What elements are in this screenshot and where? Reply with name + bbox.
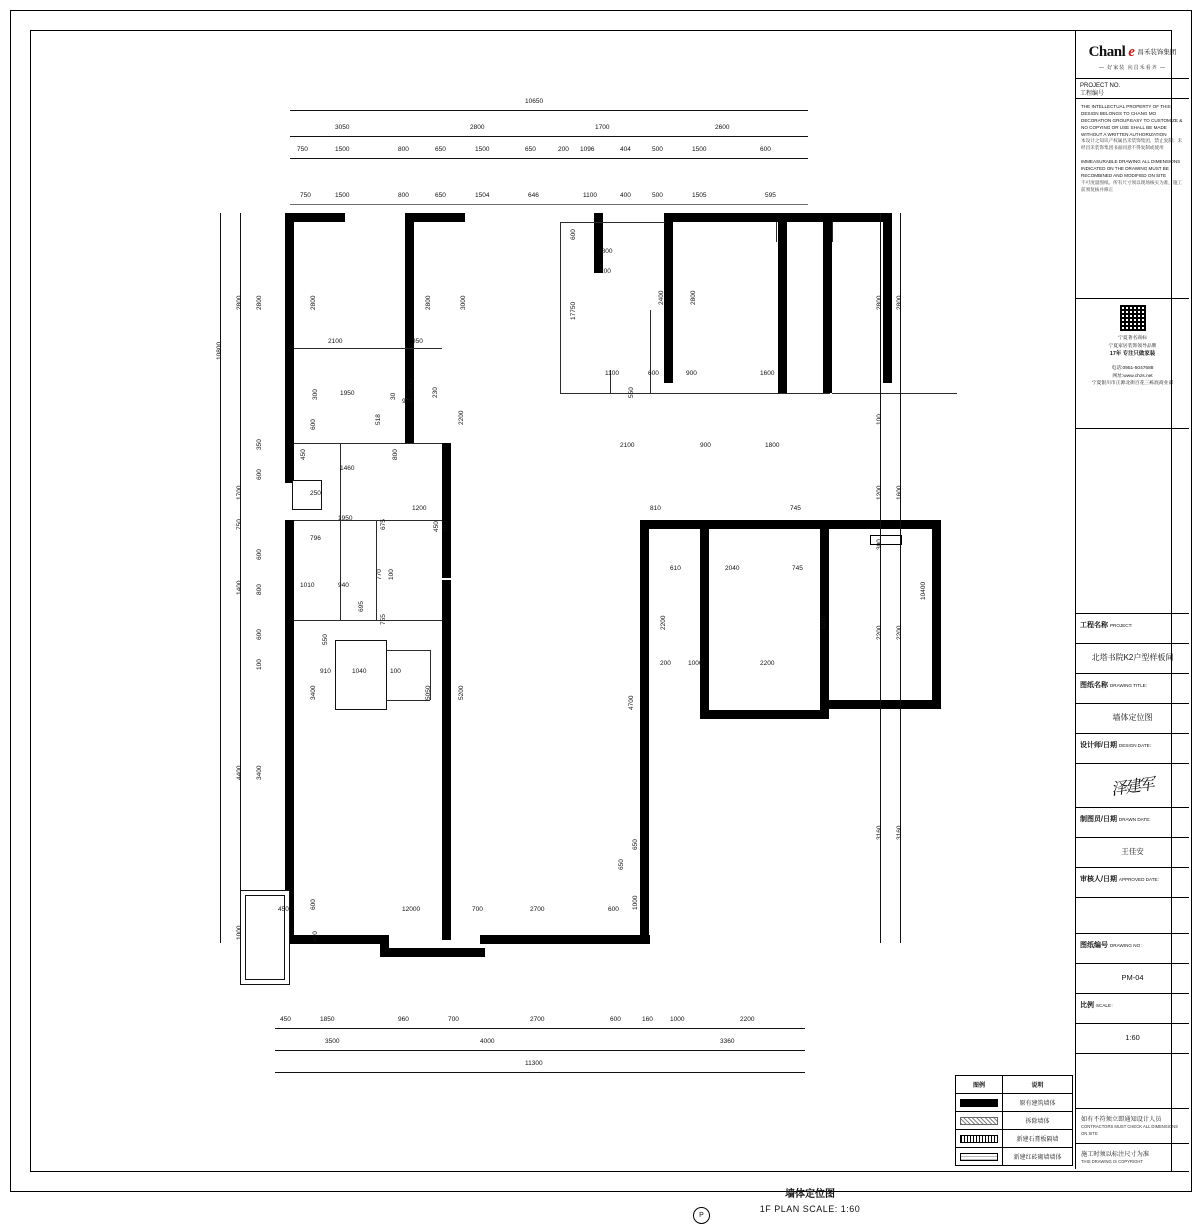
wall-segment [832,213,892,222]
dimension-top-2-6: 650 [525,146,536,153]
dimension-interior-1: 2800 [310,295,317,310]
dimension-left-5: 600 [256,469,263,480]
wall-segment [285,213,294,443]
dimension-top-2-1: 750 [297,146,308,153]
project-number-label-cn: 工程编号 [1080,91,1105,98]
field-value-project: 北塔书院K2户型样板间 [1076,644,1189,674]
dimension-top-2-7: 200 [558,146,569,153]
dimension-left-4: 350 [256,439,263,450]
dimension-interior-32: 550 [322,634,329,645]
dimension-left-13: 3400 [256,765,263,780]
dimension-interior-34: 1040 [352,668,367,675]
logo-accent-letter: e [1128,44,1135,60]
dimension-line-overall-top [290,110,808,111]
dimension-bottom-1-2: 1850 [320,1016,335,1023]
plan-marker-icon: P [693,1207,710,1224]
dimension-interior-53: 550 [628,387,635,398]
dimension-interior-3: 3000 [460,295,467,310]
dimension-interior-39: 600 [310,899,317,910]
field-label-scale [1076,994,1189,1024]
window-opening [870,535,902,545]
qr-contact-cell [1076,299,1189,429]
title-block [1075,31,1189,1169]
dimension-interior-37: 5200 [458,685,465,700]
dimension-top-2-8: 1096 [580,146,595,153]
dimension-top-2-2: 1500 [335,146,350,153]
dimension-right-4: 1200 [876,485,883,500]
dimension-interior-22: 1200 [412,505,427,512]
dimension-top-2-9: 404 [620,146,631,153]
logo-company-name-cn: 昌禾装饰集团 [1137,48,1177,56]
dimension-top-2-4: 650 [435,146,446,153]
dimension-interior-15: 1460 [340,465,355,472]
legal-notice [1076,99,1189,299]
dimension-interior-68: 2200 [760,660,775,667]
dimension-interior-24: 650 [442,521,449,532]
wall-segment [405,213,465,222]
dimension-inner-top-10: 1505 [692,192,707,199]
field-label-project [1076,614,1189,644]
dimension-left-10: 600 [256,629,263,640]
dimension-interior-20: 796 [310,535,321,542]
dimension-interior-57: 900 [700,442,711,449]
label-drafter-en: DRAWN DATE: [1118,817,1151,822]
wall-segment [700,520,828,529]
dimension-interior-23: 450 [433,521,440,532]
wall-segment [285,935,380,944]
dimension-right-5: 1600 [896,485,903,500]
award-line-2: 宁夏家居装饰领导品牌 [1108,343,1157,349]
signature-mark: 泽建军 [1110,776,1155,799]
dimension-inner-top-11: 595 [765,192,776,199]
dimension-bottom-1-9: 2200 [740,1016,755,1023]
label-drawing-title-en: DRAWING TITLE: [1109,683,1147,688]
dimension-interior-12: 2200 [458,410,465,425]
dimension-interior-69: 4700 [628,695,635,710]
dimension-line-bottom-chain-2 [275,1050,805,1051]
dimension-line-left-inner [240,213,241,943]
dimension-bottom-2-2: 4000 [480,1038,495,1045]
wall-segment [480,935,650,944]
dimension-interior-50: 2800 [690,290,697,305]
field-value-drawing-title: 墙体定位图 [1076,704,1189,734]
dimension-inner-top-8: 400 [620,192,631,199]
dimension-top-1-1: 3050 [335,124,350,131]
dimension-top-1-2: 2800 [470,124,485,131]
dimension-inner-top-4: 650 [435,192,446,199]
dimension-right-7: 2200 [876,625,883,640]
dimension-right-10: 3160 [896,825,903,840]
dimension-bottom-1-8: 1000 [670,1016,685,1023]
dimension-right-2: 2800 [896,295,903,310]
dimension-bottom-1-1: 450 [280,1016,291,1023]
footer-note-1-cn: 如有不符须立即通知设计人员 [1081,1116,1162,1123]
dimension-line-left-outer [220,213,221,943]
contact-address: 宁夏银川市正源北街百花三栋底商业部 [1091,381,1174,387]
project-number-label-en: PROJECT NO. [1080,83,1121,89]
dimension-interior-7: 1950 [340,390,355,397]
dimension-interior-60: 745 [790,505,801,512]
dimension-interior-61: 610 [670,565,681,572]
wall-segment [640,520,649,944]
dimension-interior-42: 700 [472,906,483,913]
label-drafter-cn: 制图员/日期 [1080,816,1117,823]
partition-line [294,620,442,621]
floor-plan-drawing [180,80,1060,1219]
label-scale-en: SCALE： [1095,1003,1116,1008]
dimension-line-bottom-overall [275,1072,805,1073]
dimension-interior-26: 940 [338,582,349,589]
dimension-inner-top-3: 800 [398,192,409,199]
dimension-interior-56: 2100 [620,442,635,449]
project-number-cell [1076,79,1189,99]
dimension-interior-16: 800 [392,449,399,460]
contact-website: 网址:www.chzs.net [1112,373,1153,379]
wall-segment [285,443,294,483]
legend-label-existing: 原有建筑墙体 [1019,1101,1056,1107]
wall-segment [285,520,294,650]
wall-segment [778,213,787,393]
dimension-right-1: 2800 [876,295,883,310]
dimension-left-7: 600 [256,549,263,560]
footer-note-2 [1076,1144,1189,1173]
dimension-top-2-11: 1500 [692,146,707,153]
dimension-inner-top-9: 500 [652,192,663,199]
dimension-interior-6: 300 [312,389,319,400]
dimension-interior-45: 1000 [632,895,639,910]
partition-line [560,393,830,394]
dimension-left-overall: 10800 [216,341,223,360]
dimension-interior-67: 1000 [688,660,703,667]
field-value-drafter: 王佳安 [1076,838,1189,868]
dimension-interior-44: 600 [608,906,619,913]
dimension-left-9: 800 [256,584,263,595]
dimension-top-1-4: 2600 [715,124,730,131]
dimension-line-top-chain-1 [290,136,808,137]
dimension-line-inner-top [290,204,808,205]
dimension-interior-38: 450 [278,906,289,913]
dimension-overall-top: 10650 [525,98,544,105]
field-value-approver [1076,898,1189,934]
dimension-right-6: 300 [876,539,883,550]
dimension-interior-65: 2200 [820,615,827,630]
dimension-interior-36: 5050 [425,685,432,700]
legal-text-en-1: THE INTELLECTUAL PROPERTY OF THIS DESIGN BELONGS TO CHANG MO DECORATION GROUP.EASY TO CUSTOMIZE & NO COPYING OR USE SHALL BE MADE WITHOUT A WRITTEN AUTHORIZATION [1081,104,1183,137]
dimension-inner-top-2: 1500 [335,192,350,199]
dimension-interior-5: 950 [412,338,423,345]
legal-text-cn-1: 本设计之知识产权属昌禾装饰集团，禁止复制；未经昌禾装饰集团书面同意不得复制或使用 [1081,138,1183,151]
dimension-left-12: 4400 [236,765,243,780]
dimension-interior-59: 810 [650,505,661,512]
dimension-interior-21: 675 [380,519,387,530]
wall-segment [828,520,940,529]
label-approver-en: APPROVED DATE: [1118,877,1159,882]
plan-title-cn: 墙体定位图 [785,1189,835,1200]
dimension-left-14: 1000 [236,925,243,940]
dimension-interior-52: 600 [648,370,659,377]
dimension-interior-54: 900 [686,370,697,377]
footer-note-2-cn: 施工时须以标注尺寸为准 [1081,1150,1150,1158]
dimension-interior-13: 600 [310,419,317,430]
dimension-bottom-1-3: 960 [398,1016,409,1023]
label-project-cn: 工程名称 [1080,622,1108,629]
field-label-designer [1076,734,1189,764]
wall-segment [932,520,941,709]
field-value-scale: 1:60 [1076,1024,1189,1054]
wall-segment [380,948,485,957]
wall-segment [700,710,828,719]
dimension-interior-19: 1950 [338,515,353,522]
dimension-top-2-10: 500 [652,146,663,153]
legend-header-symbol: 图例 [956,1076,1003,1093]
dimension-interior-46: 650 [618,859,625,870]
dimension-interior-41: 12000 [402,906,421,913]
dimension-interior-29: 695 [358,601,365,612]
dimension-left-6: 750 [236,519,243,530]
wall-segment [405,213,414,443]
legal-text-en-2: IMMEASURABLE DRAWING ALL DIMENSIONS INDICATED ON THE DRAWING MUST BE RECOMBINED AND MODIFIED ON SITE [1081,159,1181,178]
dimension-interior-14: 518 [375,414,382,425]
dimension-left-3: 1700 [236,485,243,500]
dimension-interior-48: 200 [600,268,611,275]
legend-label-brick: 新建红砖砌墙墙体 [1013,1155,1062,1161]
dimension-interior-4: 2100 [328,338,343,345]
dimension-left-2: 2800 [256,295,263,310]
award-line-3: 17年 专注只做家装 [1109,351,1156,358]
dimension-inner-top-6: 646 [528,192,539,199]
dimension-line-bottom-chain-1 [275,1028,805,1029]
qr-code-icon [1120,305,1146,331]
dimension-right-9: 3160 [876,825,883,840]
dimension-interior-63: 745 [792,565,803,572]
dimension-interior-17: 450 [300,449,307,460]
field-value-drawing-no: PM-04 [1076,964,1189,994]
dimension-line-top-chain-2 [290,158,808,159]
label-project-en: PROJECT: [1109,623,1133,628]
dimension-bottom-1-5: 2700 [530,1016,545,1023]
wall-segment [442,580,451,940]
dimension-interior-43: 2700 [530,906,545,913]
label-designer-cn: 设计师/日期 [1080,742,1117,749]
partition-line [776,222,777,242]
legend-label-demolish: 拆除墙体 [1025,1119,1050,1125]
wall-segment [664,213,673,383]
dimension-right-overall: 10400 [920,581,927,600]
dimension-interior-55: 1600 [760,370,775,377]
partition-line [560,222,561,393]
dimension-bottom-2-1: 3500 [325,1038,340,1045]
partition-line [294,443,442,444]
label-drawing-title-cn: 图纸名称 [1080,682,1108,689]
footer-note-1 [1076,1109,1189,1144]
award-line-1: 宁夏著名商标 [1118,336,1147,341]
partition-line [560,222,665,223]
dimension-right-3: 100 [876,414,883,425]
dimension-interior-35: 100 [390,668,401,675]
dimension-interior-27: 770 [376,569,383,580]
partition-line [832,393,957,394]
blank-area [1076,429,1189,614]
label-drawing-no-en: DRAWING NO： [1109,943,1145,948]
legend-header-description: 说明 [1031,1083,1044,1089]
wall-segment [664,213,784,222]
dimension-top-2-5: 1500 [475,146,490,153]
dimension-interior-47: 17750 [570,301,577,320]
dimension-interior-49: 2400 [658,290,665,305]
wall-segment [640,520,700,529]
legal-text-cn-2: 不可度量图纸。所有尺寸须以现场核实为准，施工前须复核并修正 [1081,179,1183,192]
legend-label-gypsum: 新建石膏板隔墙 [1016,1137,1059,1143]
dimension-interior-28: 100 [388,569,395,580]
dimension-interior-31: 3400 [310,685,317,700]
dimension-interior-66: 200 [660,660,671,667]
dimension-interior-70: 650 [632,839,639,850]
partition-line [832,222,833,242]
dimension-interior-18: 250 [310,490,321,497]
dimension-bottom-1-6: 600 [610,1016,621,1023]
wall-segment [442,443,451,578]
label-scale-cn: 比例 [1080,1002,1094,1009]
wall-segment [700,520,709,710]
field-label-drafter [1076,808,1189,838]
label-designer-en: DESIGN DATE: [1118,743,1151,748]
dimension-interior-9: 920 [402,398,413,405]
dimension-bottom-1-4: 700 [448,1016,459,1023]
dimension-right-8: 2200 [896,625,903,640]
footer-note-2-en: THIS DRAWING IS COPYRIGHT [1081,1159,1143,1165]
dimension-interior-30: 755 [380,614,387,625]
dimension-top-2-3: 800 [398,146,409,153]
dimension-interior-58: 1800 [765,442,780,449]
dimension-interior-64: 2200 [660,615,667,630]
fixture-outline [335,640,387,710]
logo-slogan: — 好家装 向昌禾看齐 — [1098,65,1167,72]
title-block-blank-bottom [1076,1054,1189,1109]
field-label-drawing-title [1076,674,1189,704]
dimension-interior-71: 600 [570,229,577,240]
plan-title-en: 1F PLAN SCALE: 1:60 [759,1204,861,1214]
dimension-top-2-12: 600 [760,146,771,153]
dimension-interior-25: 1010 [300,582,315,589]
partition-line [294,520,442,521]
logo-wordmark: Chanl [1088,44,1126,60]
label-approver-cn: 审核人/日期 [1080,876,1117,883]
dimension-bottom-2-3: 3360 [720,1038,735,1045]
dimension-interior-33: 910 [320,668,331,675]
field-label-approver [1076,868,1189,898]
dimension-left-11: 100 [256,659,263,670]
label-drawing-no-cn: 图纸编号 [1080,942,1108,949]
dimension-bottom-overall: 11300 [525,1060,543,1067]
dimension-interior-72: 2800 [598,248,613,255]
contact-phone: 电话:0951-5047688 [1111,366,1154,372]
dimension-interior-11: 230 [432,387,439,398]
partition-line [650,310,651,393]
footer-note-1-en: CONTRACTORS MUST CHECK ALL DIMENSIONS ON SITE [1081,1124,1178,1136]
dimension-interior-2: 2800 [425,295,432,310]
dimension-left-1: 2800 [236,295,243,310]
dimension-interior-51: 1100 [605,370,619,377]
company-logo [1076,31,1189,79]
dimension-bottom-1-7: 160 [642,1016,653,1023]
designer-signature-cell [1076,764,1189,808]
dimension-top-1-3: 1700 [595,124,610,131]
wall-segment [823,213,832,393]
dimension-inner-top-7: 1100 [583,192,597,199]
dimension-interior-10: 200 [408,379,415,390]
field-label-drawing-no [1076,934,1189,964]
dimension-interior-62: 2040 [725,565,740,572]
dimension-interior-8: 30 [390,392,397,400]
dimension-inner-top-5: 1504 [475,192,490,199]
wall-segment [883,213,892,383]
partition-line [294,348,442,349]
dimension-inner-top-1: 750 [300,192,311,199]
dimension-interior-40: 400 [312,931,319,942]
wall-segment [285,213,345,222]
dimension-left-8: 1400 [236,580,243,595]
